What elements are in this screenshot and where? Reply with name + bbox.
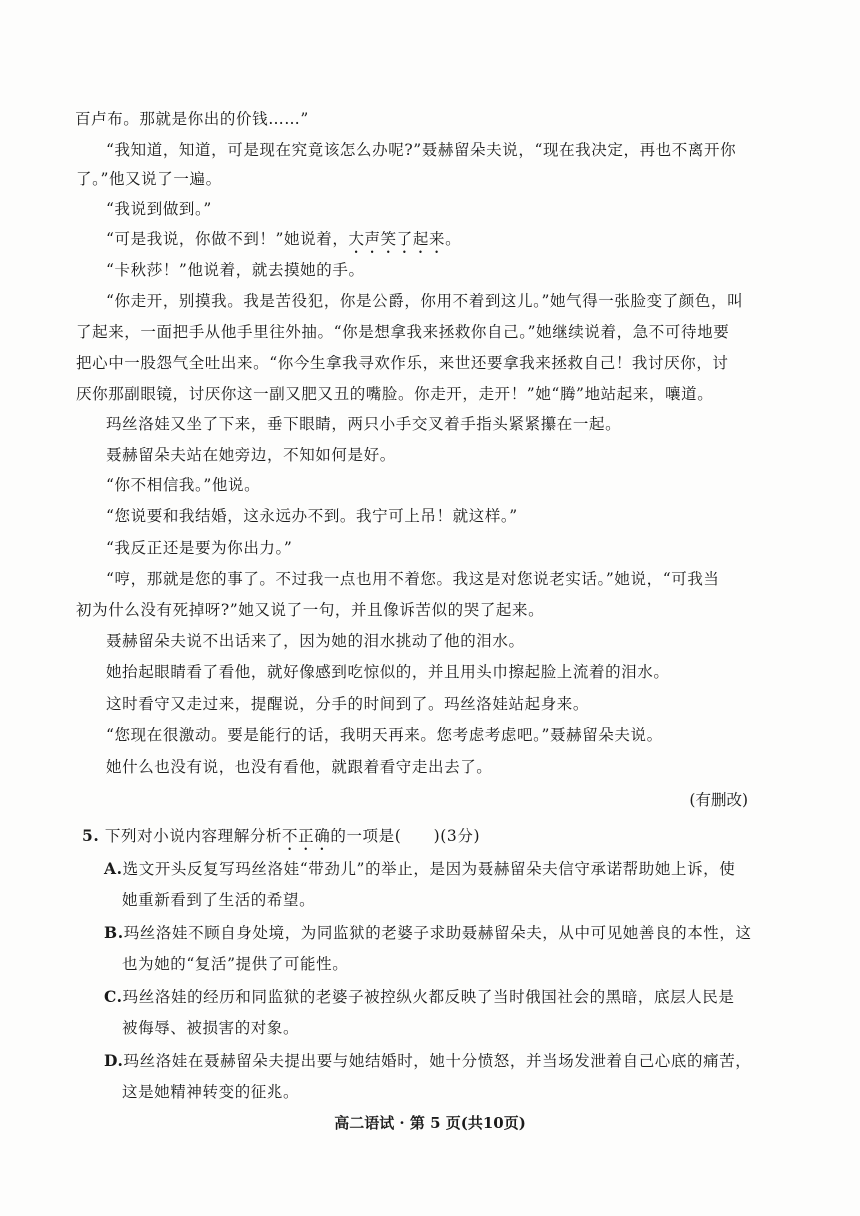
passage-line: “我反正还是要为你出力。”	[106, 539, 293, 557]
option-c-line1	[104, 980, 734, 1014]
passage-text: “可是我说，你做不到！”她说着，	[106, 230, 349, 248]
question-text: 的一项是( )(3分)	[330, 827, 481, 845]
page-footer: 高二语试 · 第 5 页(共10页)	[334, 1114, 526, 1132]
passage-line: 她什么也没有说，也没有看他，就跟着看守走出去了。	[106, 758, 493, 776]
passage-line: 了。”他又说了一遍。	[76, 170, 222, 188]
passage-line: “你不相信我。”他说。	[106, 476, 261, 494]
passage-text: 。	[445, 230, 462, 248]
passage-line: 她抬起眼睛看了看他，就好像感到吃惊似的，并且用头巾擦起脸上流着的泪水。	[106, 663, 670, 681]
passage-line: “我说到做到。”	[106, 200, 212, 218]
passage-line: 把心中一股怨气全吐出来。“你今生拿我寻欢作乐，来世还要拿我来拯救自己！我讨厌你，讨	[76, 354, 729, 372]
passage-line: 这时看守又走过来，提醒说，分手的时间到了。玛丝洛娃站起身来。	[106, 695, 590, 713]
passage-line: 初为什么没有死掉呀?”她又说了一句，并且像诉苦似的哭了起来。	[76, 601, 545, 619]
passage-line: “卡秋莎！”他说着，就去摸她的手。	[106, 261, 365, 279]
source-note: (有删改)	[689, 791, 748, 809]
option-letter: C.	[104, 987, 123, 1006]
option-d-line1	[104, 1044, 751, 1078]
question-emphasis: 不正确	[282, 827, 331, 845]
option-letter: B.	[104, 923, 124, 942]
passage-line: “您说要和我结婚，这永远办不到。我宁可上吊！就这样。”	[106, 507, 518, 525]
passage-line: 百卢布。那就是你出的价钱……”	[75, 110, 309, 128]
option-b-line1	[104, 916, 752, 950]
question-text: 下列对小说内容理解分析	[104, 827, 283, 845]
question-stem	[82, 819, 480, 854]
option-text: 玛丝洛娃不顾自身处境，为同监狱的老婆子求助聂赫留朵夫，从中可见她善良的本性，这	[123, 924, 752, 942]
passage-line: “哼，那就是您的事了。不过我一点也用不着您。我这是对您说老实话。”她说，“可我当	[106, 570, 720, 588]
passage-line: “你走开，别摸我。我是苦役犯，你是公爵，你用不着到这儿。”她气得一张脸变了颜色，叫	[106, 292, 744, 310]
option-text: 选文开头反复写玛丝洛娃“带劲儿”的举止，是因为聂赫留朵夫信守承诺帮助她上诉，使	[122, 860, 736, 878]
option-letter: A.	[104, 859, 123, 878]
option-b-line2: 也为她的“复活”提供了可能性。	[122, 955, 349, 973]
passage-line: 厌你那副眼镜，讨厌你这一副又肥又丑的嘴脸。你走开，走开！”她“腾”地站起来，嚷道。	[76, 385, 714, 403]
passage-line: 了起来，一面把手从他手里往外抽。“你是想拿我来拯救你自己。”她继续说着，急不可待地要	[76, 323, 730, 341]
option-a-line1	[104, 852, 735, 886]
passage-line: 聂赫留朵夫站在她旁边，不知如何是好。	[106, 446, 396, 464]
passage-line	[106, 223, 461, 257]
option-letter: D.	[104, 1051, 124, 1070]
option-c-line2: 被侮辱、被损害的对象。	[122, 1019, 300, 1037]
passage-line: “我知道，知道，可是现在究竟该怎么办呢?”聂赫留朵夫说，“现在我决定，再也不离开你	[106, 141, 737, 159]
option-d-line2: 这是她精神转变的征兆。	[122, 1083, 300, 1101]
passage-line: “您现在很激动。要是能行的话，我明天再来。您考虑考虑吧。”聂赫留朵夫说。	[106, 726, 663, 744]
passage-line: 玛丝洛娃又坐了下来，垂下眼睛，两只小手交叉着手指头紧紧攥在一起。	[106, 415, 622, 433]
passage-line: 聂赫留朵夫说不出话来了，因为她的泪水挑动了他的泪水。	[106, 632, 525, 650]
question-number: 5.	[82, 826, 100, 845]
option-a-line2: 她重新看到了生活的希望。	[122, 891, 316, 909]
option-text: 玛丝洛娃在聂赫留朵夫提出要与她结婚时，她十分愤怒，并当场发泄着自己心底的痛苦，	[123, 1052, 752, 1070]
emphasized-text: 大声笑了起来	[348, 230, 446, 248]
option-text: 玛丝洛娃的经历和同监狱的老婆子被控纵火都反映了当时俄国社会的黑暗，底层人民是	[122, 988, 735, 1006]
